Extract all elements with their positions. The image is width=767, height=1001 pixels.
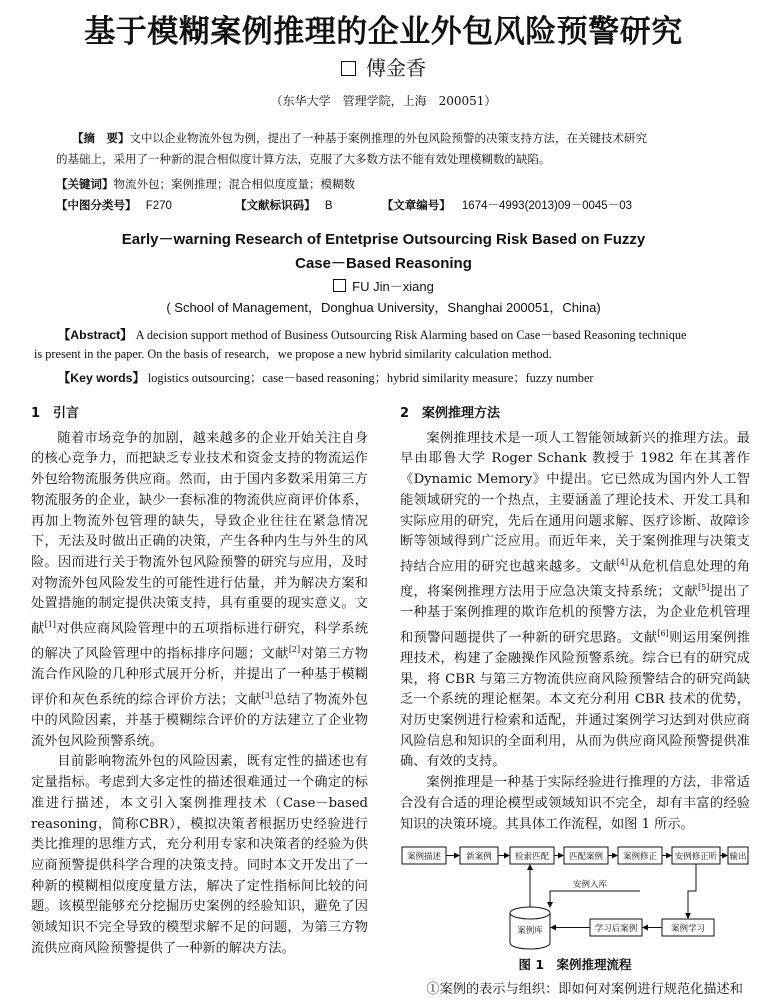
abstract-cn-label: 【摘 要】 <box>72 131 130 145</box>
english-keywords-text: logistics outsourcing；case－based reasoning；hybrid similarity measure；fuzzy number <box>147 371 594 385</box>
author-name-cn: 傅金香 <box>366 56 426 80</box>
right-column <box>400 404 750 1001</box>
label-case-desc: 案例描述 <box>406 852 442 863</box>
paper-title: 基于模糊案例推理的企业外包风险预警研究 <box>84 14 683 50</box>
english-abstract-line2: is present in the paper. On the basis of research，we propose a new hybrid similarity calculation method. <box>34 347 552 361</box>
english-keywords <box>58 368 748 386</box>
label-case-learn: 案例学习 <box>670 924 706 935</box>
figure1-caption: 图 1 案例推理流程 <box>518 957 632 973</box>
ref-1: [1] <box>44 620 56 630</box>
keywords-cn-text: 物流外包；案例推理；混合相似度度量；模糊数 <box>113 177 355 191</box>
ref-4: [4] <box>616 557 629 567</box>
ref-3: [3] <box>261 690 274 700</box>
label-matched: 匹配案例 <box>568 852 604 863</box>
label-new-case: 新案例 <box>466 852 492 863</box>
label-retrieve: 检索匹配 <box>514 852 550 863</box>
english-abstract <box>34 326 734 364</box>
section2-heading: 2 案例推理方法 <box>400 406 501 421</box>
label-secure-revise: 安例修正昕 <box>674 852 718 863</box>
english-abstract-label: 【Abstract】 <box>58 328 133 342</box>
keywords-cn-label: 【关键词】 <box>56 177 114 191</box>
english-keywords-label: 【Key words】 <box>58 371 145 385</box>
abstract-cn <box>56 128 746 170</box>
english-author-name: FU Jin－xiang <box>352 279 434 294</box>
label-revise: 案例修正 <box>622 852 658 863</box>
article-value: 1674－4993(2013)09－0045－03 <box>461 200 632 212</box>
ref-2: [2] <box>288 645 301 655</box>
left-column <box>31 404 368 959</box>
author-cn <box>0 52 767 81</box>
ref-6: [6] <box>657 628 669 638</box>
section2-paragraph2: 案例推理是一种基于实际经验进行推理的方法，非常适合没有合适的理论模型或领域知识不完全，却有丰富的经验知识的决策环境。其具体工作流程，如图 1 所示。 <box>400 775 750 832</box>
section2-paragraph1: 案例推理技术是一项人工智能领域新兴的推理方法。最早由耶鲁大学 Roger Schank 教授于 1982 年在其著作《Dynamic Memory》中提出。它已然成为国内外人工智能领域研究的一个热点，主要涵盖了理论技术、开发工具和实际应用的研究，先后在通用问题求解、医疗诊断、故障诊断等领域得到广泛应用。而近年来，关于案例推理与决策支持结合应用的研究也越来越多。文献[4]从危机信息处理的角度，将案例推理方法用于应急决策支持系统；文献[5]提出了一种基于案例推理的欺诈危机的预警方法，为企业危机管理和预警问题提供了一种新的研究思路。文献[6]则运用案例推理技术，构建了金融操作风险预警系统。综合已有的研究成果，将 CBR 与第三方物流供应商风险预警结合的研究尚缺乏一个系统的理论框架。本文充分利用 CBR 技术的优势，对历史案例进行检索和适配，并通过案例学习达到对供应商风险信息和知识的全面利用，从而为供应商风险预警提供准确、有效的支持。 <box>400 430 751 770</box>
figure1-flowchart <box>400 841 750 953</box>
clc-label: 【中图分类号】 <box>56 198 137 212</box>
english-title <box>0 228 767 276</box>
english-title-line1: Early－warning Research of Entetprise Outsourcing Risk Based on Fuzzy <box>121 231 646 248</box>
section1-paragraph2: 目前影响物流外包的风险因素，既有定性的描述也有定量指标。考虑到大多定性的描述很难通过一个确定的标准进行描述，本文引入案例推理技术（Case－based reasoning，简称CBR），模拟决策者根据历史经验进行类比推理的思维方式，充分利用专家和决策者的经验为供应商预警提供科学合理的决策支持。同时本文开发出了一种新的模糊相似度度量方法，解决了定性指标间比较的问题。该模型能够充分挖掘历史案例的经验知识，避免了因领域知识不完全导致的模型求解不足的问题，为第三方物流供应商风险预警提供了一种新的解决方法。 <box>31 754 368 956</box>
abstract-cn-line2: 的基础上，采用了一种新的混合相似度计算方法，克服了大多数方法不能有效处理模糊数的缺陷。 <box>56 152 551 166</box>
abstract-cn-line1: 文中以企业物流外包为例，提出了一种基于案例推理的外包风险预警的决策支持方法，在关键技术研究 <box>129 131 647 145</box>
section1-paragraph1: 随着市场竞争的加剧，越来越多的企业开始关注自身的核心竞争力，而把缺乏专业技术和资金支持的物流运作外包给物流服务供应商。然而，由于国内多数采用第三方物流服务的企业，缺少一套标准的物流供应商评价体系，再加上物流外包管理的缺失，导致企业往往在紧急情况下，无法及时做出正确的决策，产生各种内生与外生的风险。因而进行关于物流外包风险预警的研究与应用，及时对物流外包风险发生的可能性进行估量，并为解决方案和处置措施的制定提供决策支持，具有重要的现实意义。文献[1]对供应商风险管理中的五项指标进行研究，科学系统的解决了风险管理中的指标排序问题；文献[2]对第三方物流合作风险的几种形式展开分析，并提出了一种基于模糊评价和灰色系统的综合评价方法；文献[3]总结了物流外包中的风险因素，并基于模糊综合评价的方法建立了企业物流外包风险预警系统。 <box>31 430 369 749</box>
english-abstract-line1: A decision support method of Business Outsourcing Risk Alarming based on Case－based Reasoning technique <box>135 328 687 342</box>
label-learn-after: 学习后案例 <box>594 924 638 935</box>
doc-value: B <box>324 200 333 212</box>
english-author <box>0 276 767 295</box>
english-affiliation: ( School of Management，Donghua University，Shanghai 200051，China) <box>166 300 601 315</box>
section1-heading: 1 引言 <box>31 406 80 421</box>
author-box-icon <box>341 61 356 76</box>
affiliation-cn: （东华大学 管理学院，上海 200051） <box>270 94 497 108</box>
section2-paragraph3: ①案例的表示与组织：即如何对案例进行规范化描述和 <box>426 981 743 997</box>
english-author-box-icon <box>333 279 346 292</box>
label-store: 安例入库 <box>572 880 608 891</box>
ref-5: [5] <box>698 583 710 593</box>
clc-value: F270 <box>145 200 172 212</box>
label-case-base: 案例库 <box>517 926 543 937</box>
classification-line <box>56 195 746 217</box>
article-label: 【文章编号】 <box>381 198 451 212</box>
keywords-cn <box>56 174 746 195</box>
label-output: 输出 <box>729 852 747 863</box>
doc-label: 【文献标识码】 <box>235 198 316 212</box>
english-title-line2: Case－Based Reasoning <box>295 255 472 272</box>
